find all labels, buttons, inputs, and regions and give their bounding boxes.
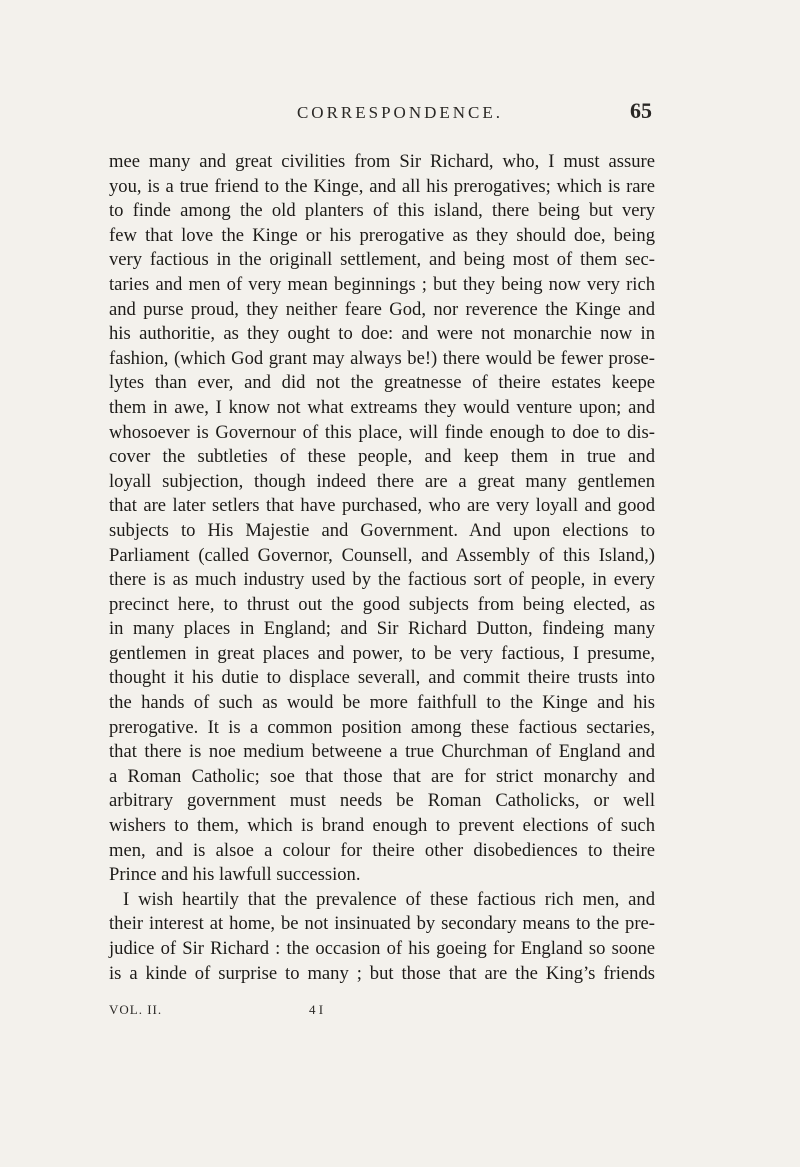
text-line: thought it his dutie to displace severall, and commit theire trusts into [109,667,655,689]
volume-label: VOL. II. [109,1002,163,1017]
text-line: men, and is alsoe a colour for theire other disobediences to theire [109,839,655,861]
signature-mark: 4 I [309,1002,324,1017]
text-line: in many places in England; and Sir Richard Dutton, findeing many [109,618,655,640]
running-title: CORRESPONDENCE. [296,103,504,122]
text-line: wishers to them, which is brand enough to prevent elections of such [109,815,655,837]
text-line: their interest at home, be not insinuated by secondary means to the pre- [109,913,655,935]
text-line: Parliament (called Governor, Counsell, and Assembly of this Island,) [109,544,655,566]
text-line: and purse proud, they neither feare God, nor reverence the Kinge and [109,298,655,320]
text-line: that there is noe medium betweene a true Churchman of England and [109,741,655,763]
text-line: is a kinde of surprise to many ; but those that are the King’s friends [109,962,655,984]
text-line: cover the subtleties of these people, and keep them in true and [109,446,655,468]
text-line: judice of Sir Richard : the occasion of his goeing for England so soone [109,938,655,959]
text-line: the hands of such as would be more faithfull to the Kinge and his [109,692,655,714]
text-line: precinct here, to thrust out the good subjects from being elected, as [109,593,655,615]
text-line: very factious in the originall settlement, and being most of them sec- [109,249,655,271]
text-line: you, is a true friend to the Kinge, and all his prerogatives; which is rare [109,175,655,197]
text-line: to finde among the old planters of this island, there being but very [109,200,655,222]
text-line: lytes than ever, and did not the greatnesse of theire estates keepe [109,372,655,394]
body-text [109,150,655,986]
text-line: few that love the Kinge or his prerogative as they should doe, being [109,224,655,246]
text-line: arbitrary government must needs be Roman Catholicks, or well [109,790,655,812]
text-line: subjects to His Majestie and Government. And upon elections to [109,519,655,541]
text-line: fashion, (which God grant may always be!) there would be fewer prose- [109,347,655,369]
text-line: his authoritie, as they ought to doe: and were not monarchie now in [109,323,655,345]
text-line: taries and men of very mean beginnings ; but they being now very rich [109,273,655,295]
text-line: that are later setlers that have purchased, who are very loyall and good [109,495,655,517]
text-line: whosoever is Governour of this place, will finde enough to doe to dis- [109,421,655,443]
page-number: 65 [630,98,652,123]
text-line: gentlemen in great places and power, to be very factious, I presume, [109,642,655,664]
text-line: there is as much industry used by the factious sort of people, in every [109,569,655,591]
text-line: loyall subjection, though indeed there are a great many gentlemen [109,470,655,492]
text-line: I wish heartily that the prevalence of these factious rich men, and [123,888,655,910]
text-line: a Roman Catholic; soe that those that are for strict monarchy and [109,765,655,787]
text-line: Prince and his lawfull succession. [109,864,361,886]
text-line: them in awe, I know not what extreams they would venture upon; and [109,396,655,418]
text-line: prerogative. It is a common position among these factious sectaries, [109,716,655,738]
text-line: mee many and great civilities from Sir Richard, who, I must assure [109,151,655,172]
